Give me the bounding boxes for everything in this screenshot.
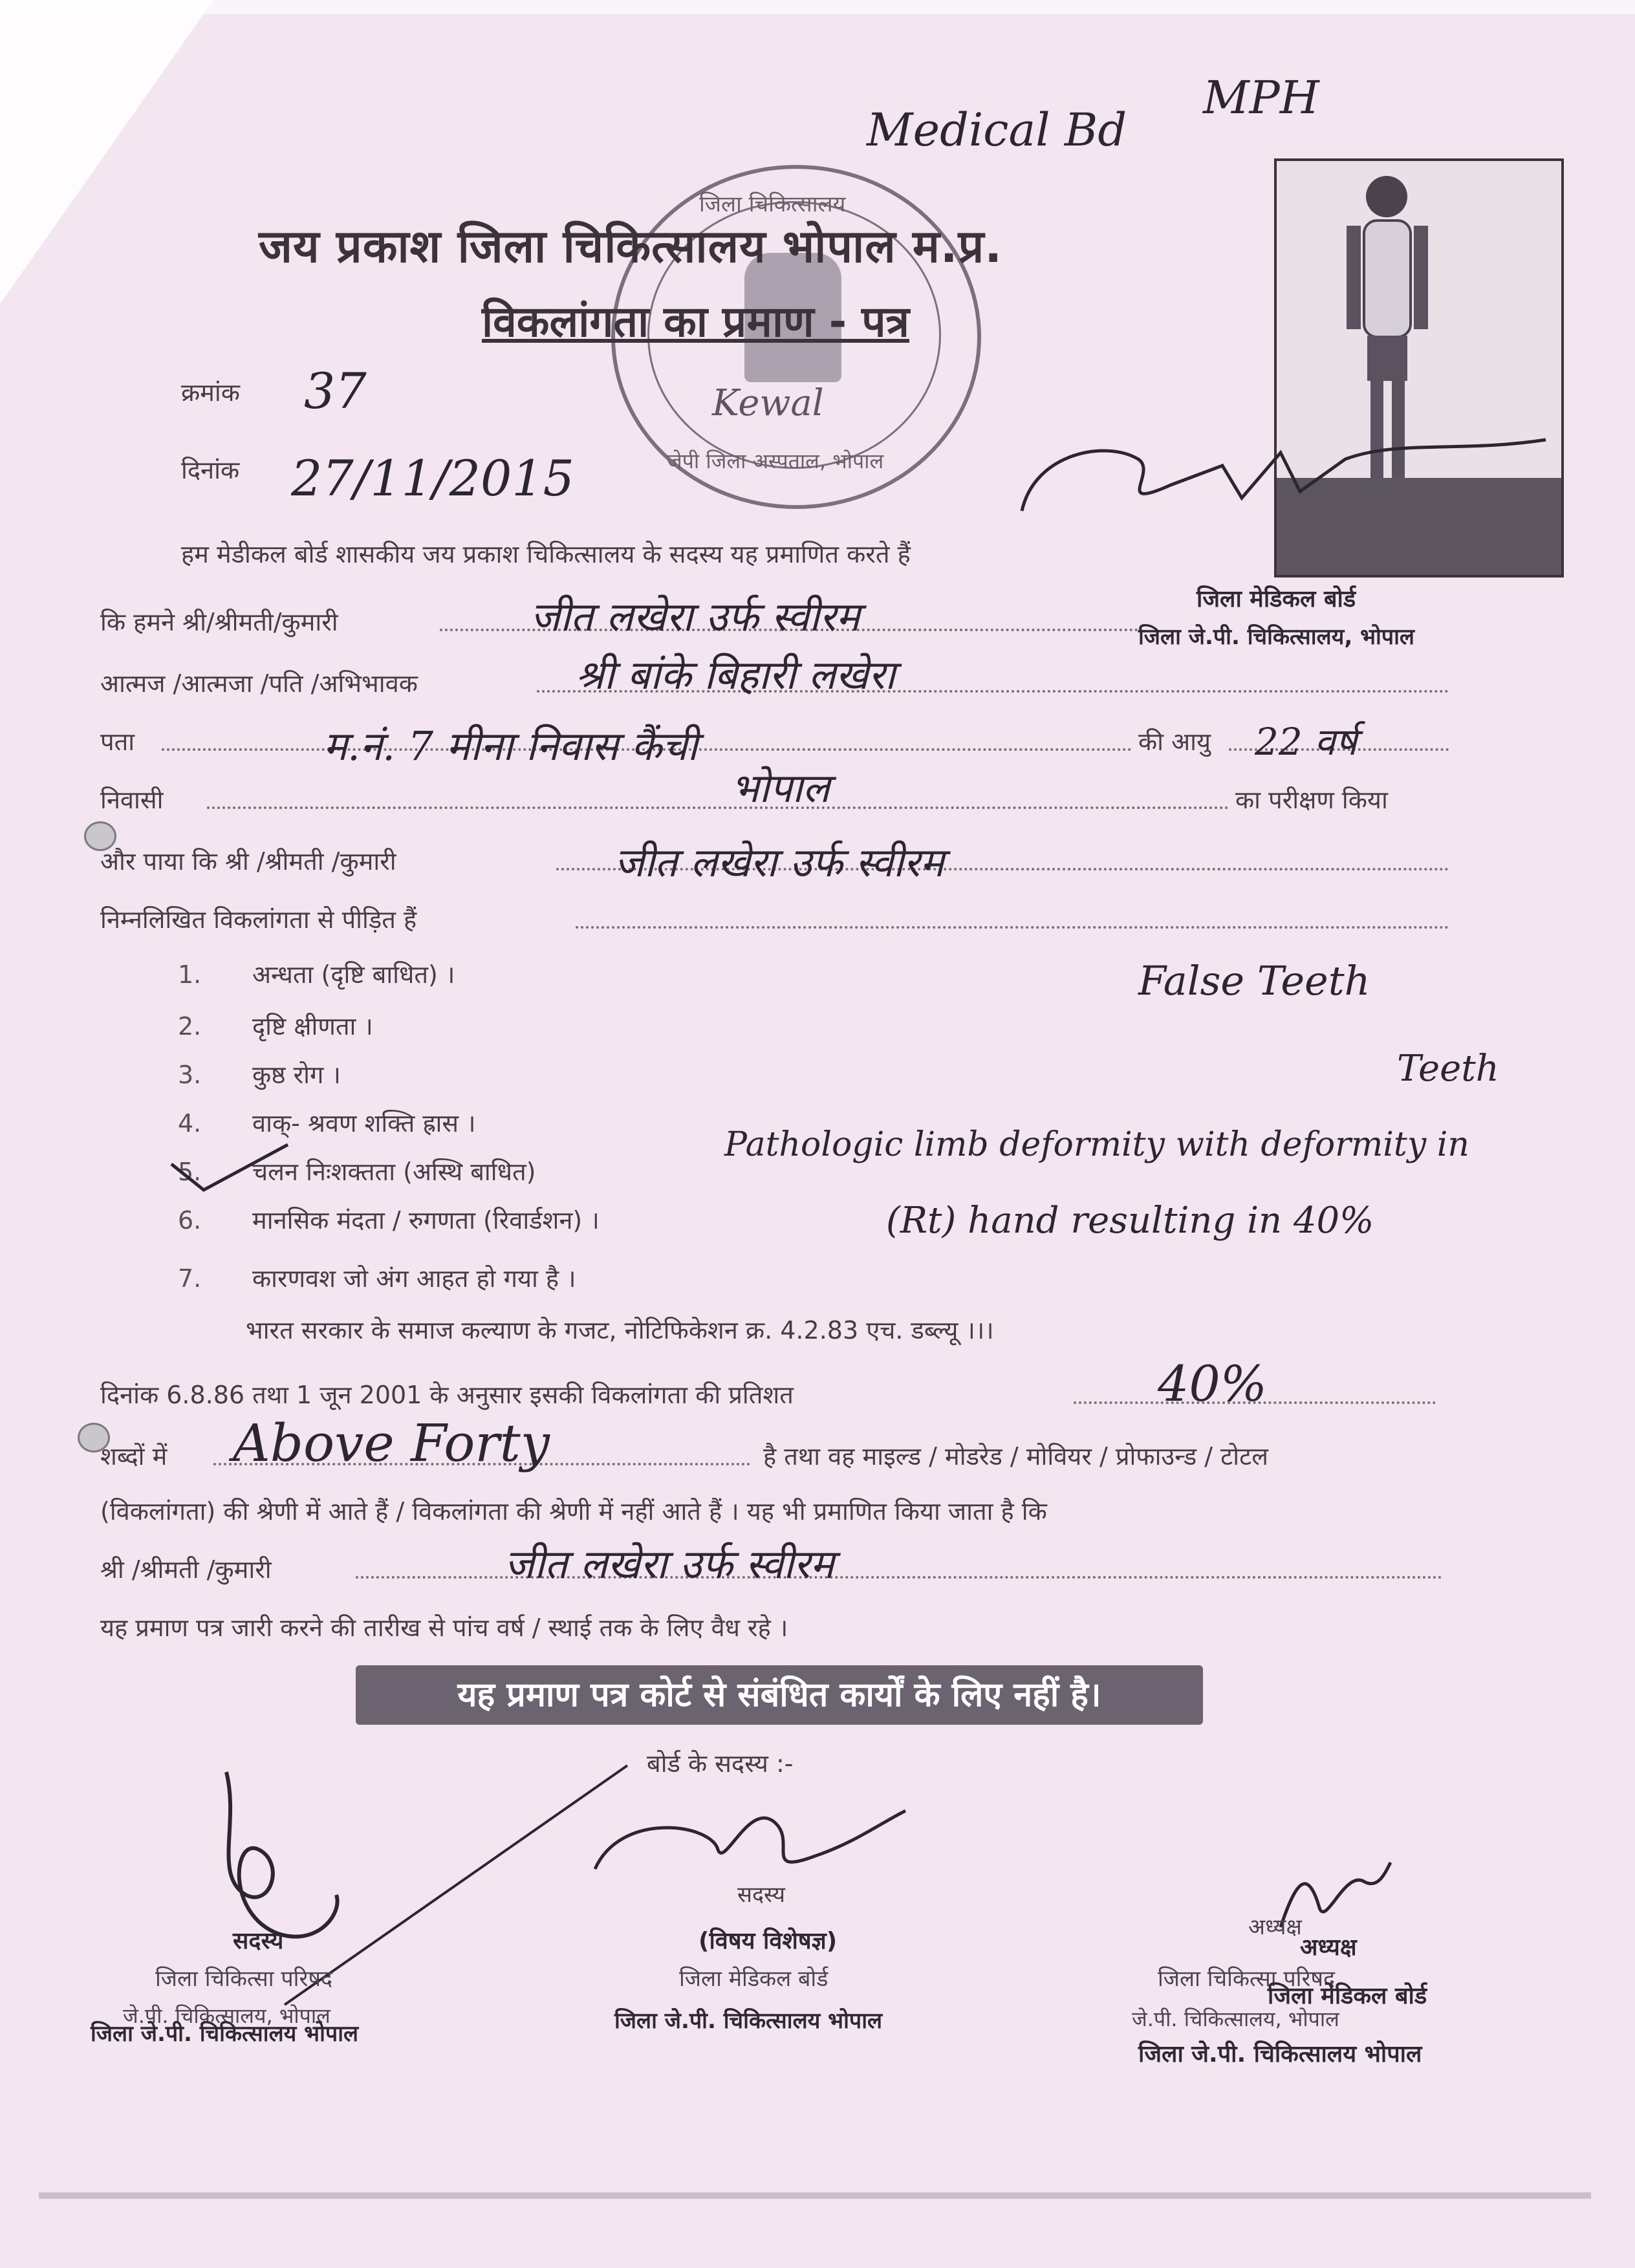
seal-top-text: जिला चिकित्सालय — [699, 191, 846, 217]
age-label: की आयु — [1138, 728, 1211, 756]
exam-label: का परीक्षण किया — [1235, 786, 1388, 814]
resident-dots — [207, 806, 1229, 809]
chairman-stamp-bold: अध्यक्ष — [1300, 1934, 1357, 1961]
chairman-line-2: जे.पी. चिकित्सालय, भोपाल — [1132, 2007, 1339, 2031]
left-member-line-1: जिला चिकित्सा परिषद — [155, 1966, 333, 1992]
certificate-title: विकलांगता का प्रमाण - पत्र — [482, 297, 910, 347]
serial-value: 37 — [304, 362, 367, 420]
disability-6-text: मानसिक मंदता / रुगणता (रिवार्डशन) । — [252, 1206, 600, 1235]
court-disclaimer-banner: यह प्रमाण पत्र कोर्ट से संबंधित कार्यों के लिए नहीं है। — [356, 1665, 1203, 1725]
middle-member-role: (विषय विशेषज्ञ) — [698, 1928, 838, 1954]
chairman-stamp-board: जिला मेडिकल बोर्ड — [1268, 1983, 1427, 2009]
address-value: म.नं. 7 मीना निवास कैंची — [323, 722, 698, 770]
disability-3-text: कुष्ठ रोग । — [252, 1061, 341, 1089]
resident-label: निवासी — [100, 786, 164, 814]
diagnosis-line-1: Pathologic limb deformity with deformity in — [724, 1125, 1469, 1164]
guardian-label: आत्मज /आत्मजा /पति /अभिभावक — [100, 669, 418, 698]
left-member-line-2: जे.पी. चिकित्सालय, भोपाल — [123, 2003, 330, 2028]
top-handwritten-note-2: MPH — [1203, 71, 1319, 124]
disability-5-text: चलन निःशक्तता (अस्थि बाधित) — [252, 1158, 536, 1186]
disability-4-text: वाक्- श्रवण शक्ति ह्रास । — [252, 1109, 476, 1138]
diagnosis-line-2: (Rt) hand resulting in 40% — [886, 1200, 1374, 1242]
validity-text: यह प्रमाण पत्र जारी करने की तारीख से पांच वर्ष / स्थाई तक के लिए वैध रहे । — [100, 1614, 788, 1642]
resident-value: भोपाल — [731, 764, 830, 812]
disability-2-text: दृष्टि क्षीणता । — [252, 1012, 373, 1041]
words-value: Above Forty — [233, 1413, 550, 1473]
chairman-role-printed: अध्यक्ष — [1248, 1914, 1302, 1940]
chairman-line-1: जिला चिकित्सा परिषद — [1158, 1966, 1336, 1992]
checkmark-icon — [165, 1138, 294, 1196]
date-value: 27/11/2015 — [291, 449, 575, 507]
remark-teeth: Teeth — [1397, 1048, 1499, 1090]
medical-board-stamp-line1: जिला मेडिकल बोर्ड — [1196, 586, 1356, 612]
name-value: जीत लखेरा उर्फ स्वीरम — [530, 593, 860, 640]
found-label: और पाया कि श्री /श्रीमती /कुमारी — [100, 847, 396, 876]
chairman-stamp: जिला जे.पी. चिकित्सालय भोपाल — [1138, 2041, 1422, 2068]
medical-board-stamp-line2: जिला जे.पी. चिकित्सालय, भोपाल — [1138, 624, 1414, 650]
gazette-line-2: दिनांक 6.8.86 तथा 1 जून 2001 के अनुसार इसकी विकलांगता की प्रतिशत — [100, 1381, 794, 1409]
severity-text: है तथा वह माइल्ड / मोडरेड / मोवियर / प्रोफाउन्ड / टोटल — [763, 1442, 1269, 1471]
hospital-title: जय प्रकाश जिला चिकित्सालय भोपाल म.प्र. — [259, 220, 1002, 273]
disability-2-number: 2. — [178, 1012, 202, 1041]
top-edge — [0, 0, 1635, 14]
left-member-role: सदस्य — [233, 1928, 284, 1954]
disability-4-number: 4. — [178, 1109, 202, 1138]
disability-5-number: 5. — [178, 1158, 202, 1186]
gazette-line-1: भारत सरकार के समाज कल्याण के गजट, नोटिफिकेशन क्र. 4.2.83 एच. डब्ल्यू ।।। — [246, 1316, 994, 1345]
percent-value: 40% — [1158, 1355, 1267, 1412]
middle-member-stamp: जिला जे.पी. चिकित्सालय भोपाल — [614, 2008, 883, 2034]
board-members-label: बोर्ड के सदस्य :- — [647, 1749, 794, 1778]
scan-bottom-strip — [39, 2192, 1591, 2199]
disability-1-number: 1. — [178, 960, 202, 989]
folded-corner — [0, 0, 213, 304]
suffering-dots — [576, 926, 1449, 929]
address-label: पता — [100, 728, 135, 756]
middle-member-line-1: जिला मेडिकल बोर्ड — [679, 1966, 828, 1992]
date-label: दिनांक — [181, 456, 240, 484]
left-member-stamp: जिला जे.पी. चिकित्सालय भोपाल — [91, 2021, 359, 2047]
disability-7-number: 7. — [178, 1264, 202, 1293]
disability-3-number: 3. — [178, 1061, 202, 1089]
disability-1-text: अन्धता (दृष्टि बाधित) । — [252, 960, 455, 989]
name-label: कि हमने श्री/श्रीमती/कुमारी — [100, 608, 338, 636]
final-name-label: श्री /श्रीमती /कुमारी — [100, 1555, 272, 1584]
seal-signature: Kewal — [712, 382, 824, 424]
category-text: (विकलांगता) की श्रेणी में आते हैं / विकलांगता की श्रेणी में नहीं आते हैं । यह भी प्रमाणित किया जाता है कि — [100, 1497, 1047, 1526]
seal-bottom-text: जेपी जिला अस्पताल, भोपाल — [667, 449, 884, 473]
age-value: 22 वर्ष — [1255, 720, 1358, 764]
top-handwritten-note: Medical Bd — [867, 103, 1127, 157]
disability-7-text: कारणवश जो अंग आहत हो गया है । — [252, 1264, 576, 1293]
found-value: जीत लखेरा उर्फ स्वीरम — [614, 839, 944, 886]
remark-false-teeth: False Teeth — [1138, 957, 1370, 1004]
serial-label: क्रमांक — [181, 378, 240, 407]
intro-text: हम मेडीकल बोर्ड शासकीय जय प्रकाश चिकित्सालय के सदस्य यह प्रमाणित करते हैं — [181, 540, 911, 568]
suffering-label: निम्नलिखित विकलांगता से पीड़ित हैं — [100, 905, 417, 934]
photo-signature — [1009, 414, 1591, 543]
final-name-value: जीत लखेरा उर्फ स्वीरम — [504, 1540, 834, 1588]
disability-6-number: 6. — [178, 1206, 202, 1235]
guardian-value: श्री बांके बिहारी लखेरा — [576, 651, 896, 698]
middle-member-label: सदस्य — [737, 1882, 785, 1908]
words-label: शब्दों में — [100, 1442, 168, 1471]
